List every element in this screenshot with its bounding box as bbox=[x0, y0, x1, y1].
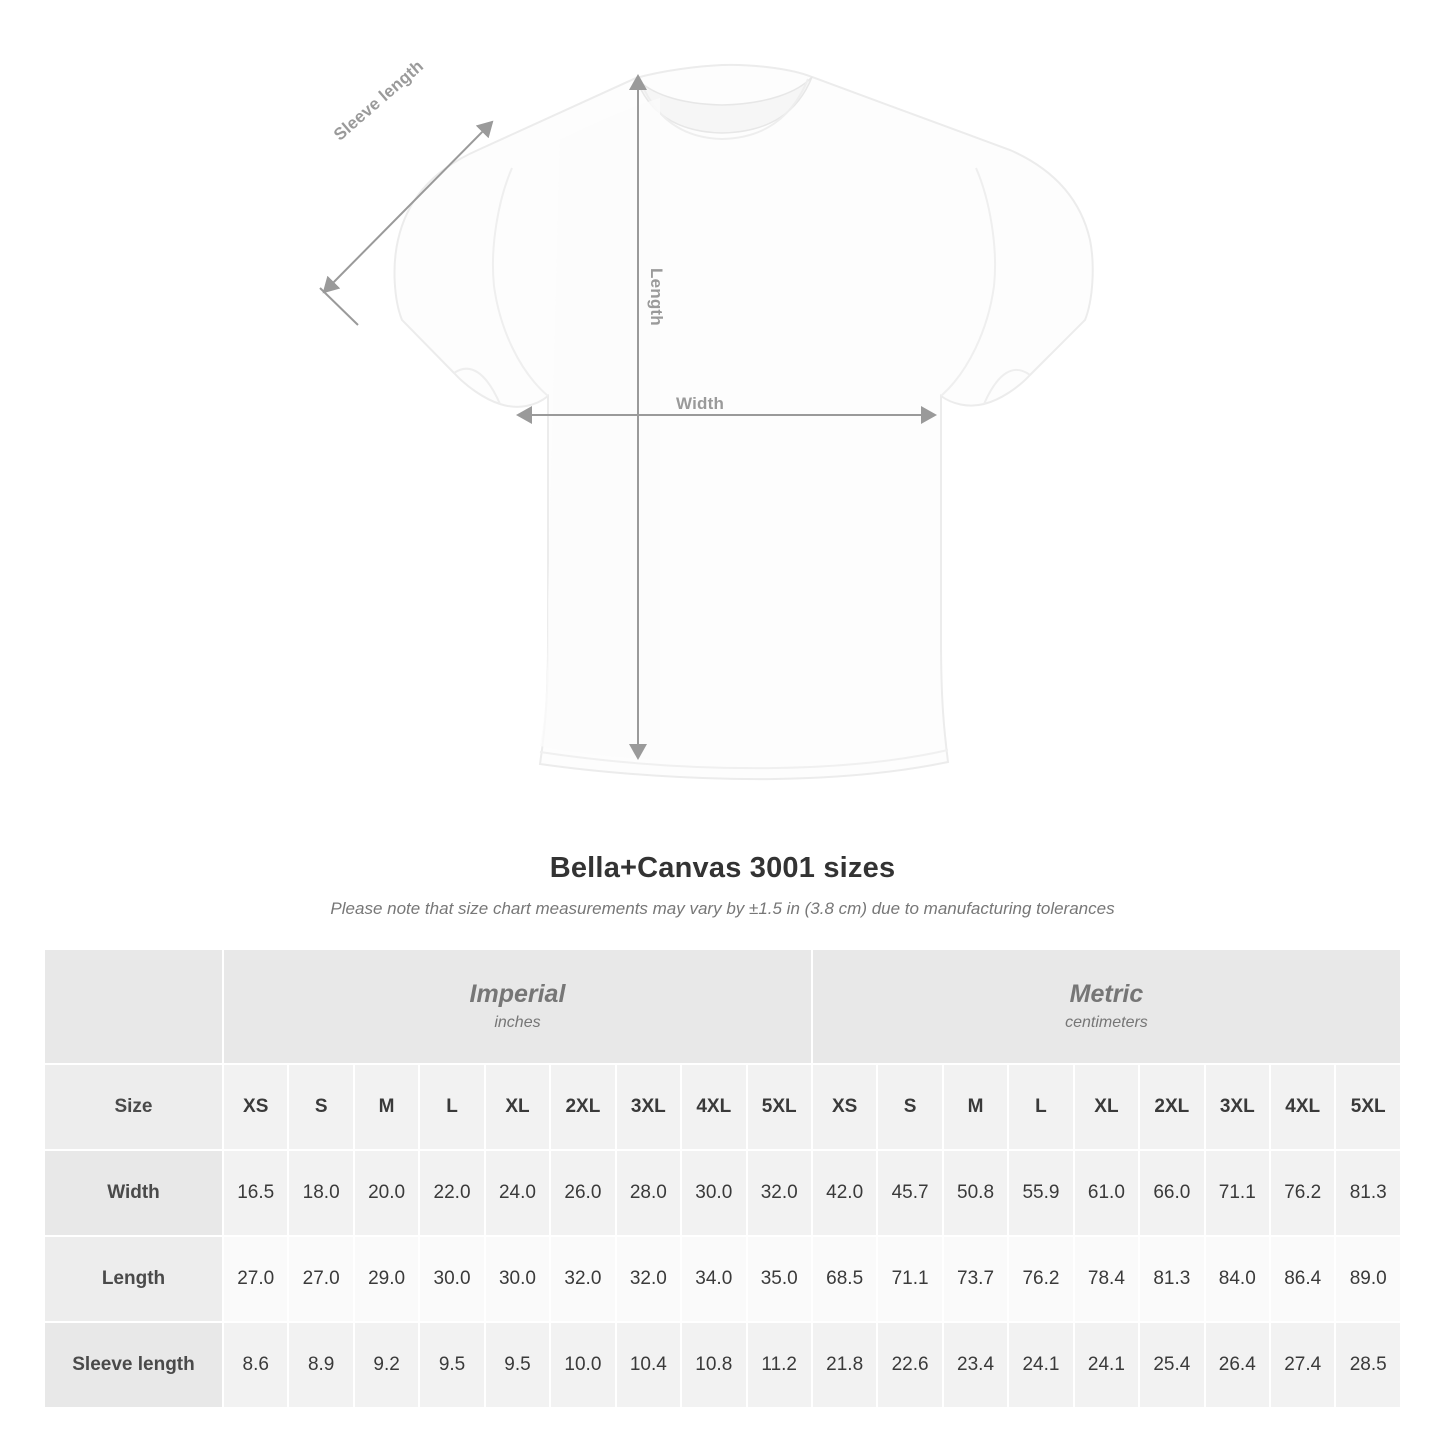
row-label-length: Length bbox=[44, 1236, 223, 1322]
col-header: 5XL bbox=[747, 1064, 812, 1150]
col-header: XS bbox=[812, 1064, 877, 1150]
cell: 18.0 bbox=[288, 1150, 353, 1236]
tshirt-shape bbox=[395, 65, 1093, 779]
width-label: Width bbox=[676, 394, 725, 413]
cell: 10.4 bbox=[616, 1322, 681, 1408]
cell: 10.8 bbox=[681, 1322, 746, 1408]
sleeve-length-label: Sleeve length bbox=[330, 56, 428, 145]
cell: 9.5 bbox=[419, 1322, 484, 1408]
col-header: 3XL bbox=[1205, 1064, 1270, 1150]
col-header: XS bbox=[223, 1064, 288, 1150]
imperial-name: Imperial bbox=[469, 979, 566, 1008]
cell: 61.0 bbox=[1074, 1150, 1139, 1236]
cell: 76.2 bbox=[1008, 1236, 1073, 1322]
cell: 32.0 bbox=[616, 1236, 681, 1322]
cell: 24.0 bbox=[485, 1150, 550, 1236]
col-header: 4XL bbox=[681, 1064, 746, 1150]
col-header: L bbox=[419, 1064, 484, 1150]
cell: 10.0 bbox=[550, 1322, 615, 1408]
row-label-width: Width bbox=[44, 1150, 223, 1236]
row-label-sleeve-length: Sleeve length bbox=[44, 1322, 223, 1408]
tolerance-note: Please note that size chart measurements may vary by ±1.5 in (3.8 cm) due to manufacturing tolerances bbox=[330, 899, 1115, 918]
metric-sub: centimeters bbox=[1065, 1014, 1148, 1032]
col-header: 2XL bbox=[1139, 1064, 1204, 1150]
cell: 29.0 bbox=[354, 1236, 419, 1322]
cell: 89.0 bbox=[1335, 1236, 1401, 1322]
cell: 84.0 bbox=[1205, 1236, 1270, 1322]
unit-header-blank bbox=[44, 949, 223, 1064]
cell: 35.0 bbox=[747, 1236, 812, 1322]
col-header: 5XL bbox=[1335, 1064, 1401, 1150]
cell: 24.1 bbox=[1008, 1322, 1073, 1408]
size-table-container bbox=[43, 948, 1402, 1409]
cell: 22.6 bbox=[877, 1322, 942, 1408]
cell: 32.0 bbox=[747, 1150, 812, 1236]
cell: 50.8 bbox=[943, 1150, 1008, 1236]
cell: 20.0 bbox=[354, 1150, 419, 1236]
col-header: M bbox=[354, 1064, 419, 1150]
cell: 25.4 bbox=[1139, 1322, 1204, 1408]
cell: 28.5 bbox=[1335, 1322, 1401, 1408]
cell: 68.5 bbox=[812, 1236, 877, 1322]
cell: 73.7 bbox=[943, 1236, 1008, 1322]
cell: 30.0 bbox=[681, 1150, 746, 1236]
cell: 86.4 bbox=[1270, 1236, 1335, 1322]
cell: 42.0 bbox=[812, 1150, 877, 1236]
size-table bbox=[43, 948, 1402, 1409]
cell: 45.7 bbox=[877, 1150, 942, 1236]
col-header: XL bbox=[1074, 1064, 1139, 1150]
table-row bbox=[44, 1150, 1401, 1236]
cell: 8.6 bbox=[223, 1322, 288, 1408]
cell: 8.9 bbox=[288, 1322, 353, 1408]
cell: 71.1 bbox=[877, 1236, 942, 1322]
cell: 16.5 bbox=[223, 1150, 288, 1236]
cell: 66.0 bbox=[1139, 1150, 1204, 1236]
cell: 76.2 bbox=[1270, 1150, 1335, 1236]
page-title: Bella+Canvas 3001 sizes bbox=[549, 852, 896, 884]
size-header-row bbox=[44, 1064, 1401, 1150]
col-header: L bbox=[1008, 1064, 1073, 1150]
cell: 34.0 bbox=[681, 1236, 746, 1322]
row-header-size: Size bbox=[44, 1064, 223, 1150]
cell: 22.0 bbox=[419, 1150, 484, 1236]
unit-header-metric bbox=[812, 949, 1401, 1064]
col-header: 2XL bbox=[550, 1064, 615, 1150]
cell: 30.0 bbox=[485, 1236, 550, 1322]
col-header: M bbox=[943, 1064, 1008, 1150]
cell: 32.0 bbox=[550, 1236, 615, 1322]
cell: 26.4 bbox=[1205, 1322, 1270, 1408]
table-row bbox=[44, 1236, 1401, 1322]
cell: 28.0 bbox=[616, 1150, 681, 1236]
cell: 30.0 bbox=[419, 1236, 484, 1322]
col-header: S bbox=[877, 1064, 942, 1150]
unit-header-imperial bbox=[223, 949, 812, 1064]
table-row bbox=[44, 1322, 1401, 1408]
cell: 9.2 bbox=[354, 1322, 419, 1408]
col-header: XL bbox=[485, 1064, 550, 1150]
col-header: 3XL bbox=[616, 1064, 681, 1150]
cell: 9.5 bbox=[485, 1322, 550, 1408]
cell: 27.4 bbox=[1270, 1322, 1335, 1408]
cell: 26.0 bbox=[550, 1150, 615, 1236]
unit-header-row bbox=[44, 949, 1401, 1064]
cell: 78.4 bbox=[1074, 1236, 1139, 1322]
cell: 23.4 bbox=[943, 1322, 1008, 1408]
cell: 81.3 bbox=[1335, 1150, 1401, 1236]
length-label: Length bbox=[647, 268, 666, 326]
imperial-sub: inches bbox=[494, 1014, 541, 1032]
col-header: S bbox=[288, 1064, 353, 1150]
col-header: 4XL bbox=[1270, 1064, 1335, 1150]
cell: 21.8 bbox=[812, 1322, 877, 1408]
cell: 27.0 bbox=[288, 1236, 353, 1322]
cell: 81.3 bbox=[1139, 1236, 1204, 1322]
cell: 11.2 bbox=[747, 1322, 812, 1408]
cell: 71.1 bbox=[1205, 1150, 1270, 1236]
cell: 55.9 bbox=[1008, 1150, 1073, 1236]
metric-name: Metric bbox=[1069, 979, 1144, 1008]
cell: 27.0 bbox=[223, 1236, 288, 1322]
cell: 24.1 bbox=[1074, 1322, 1139, 1408]
